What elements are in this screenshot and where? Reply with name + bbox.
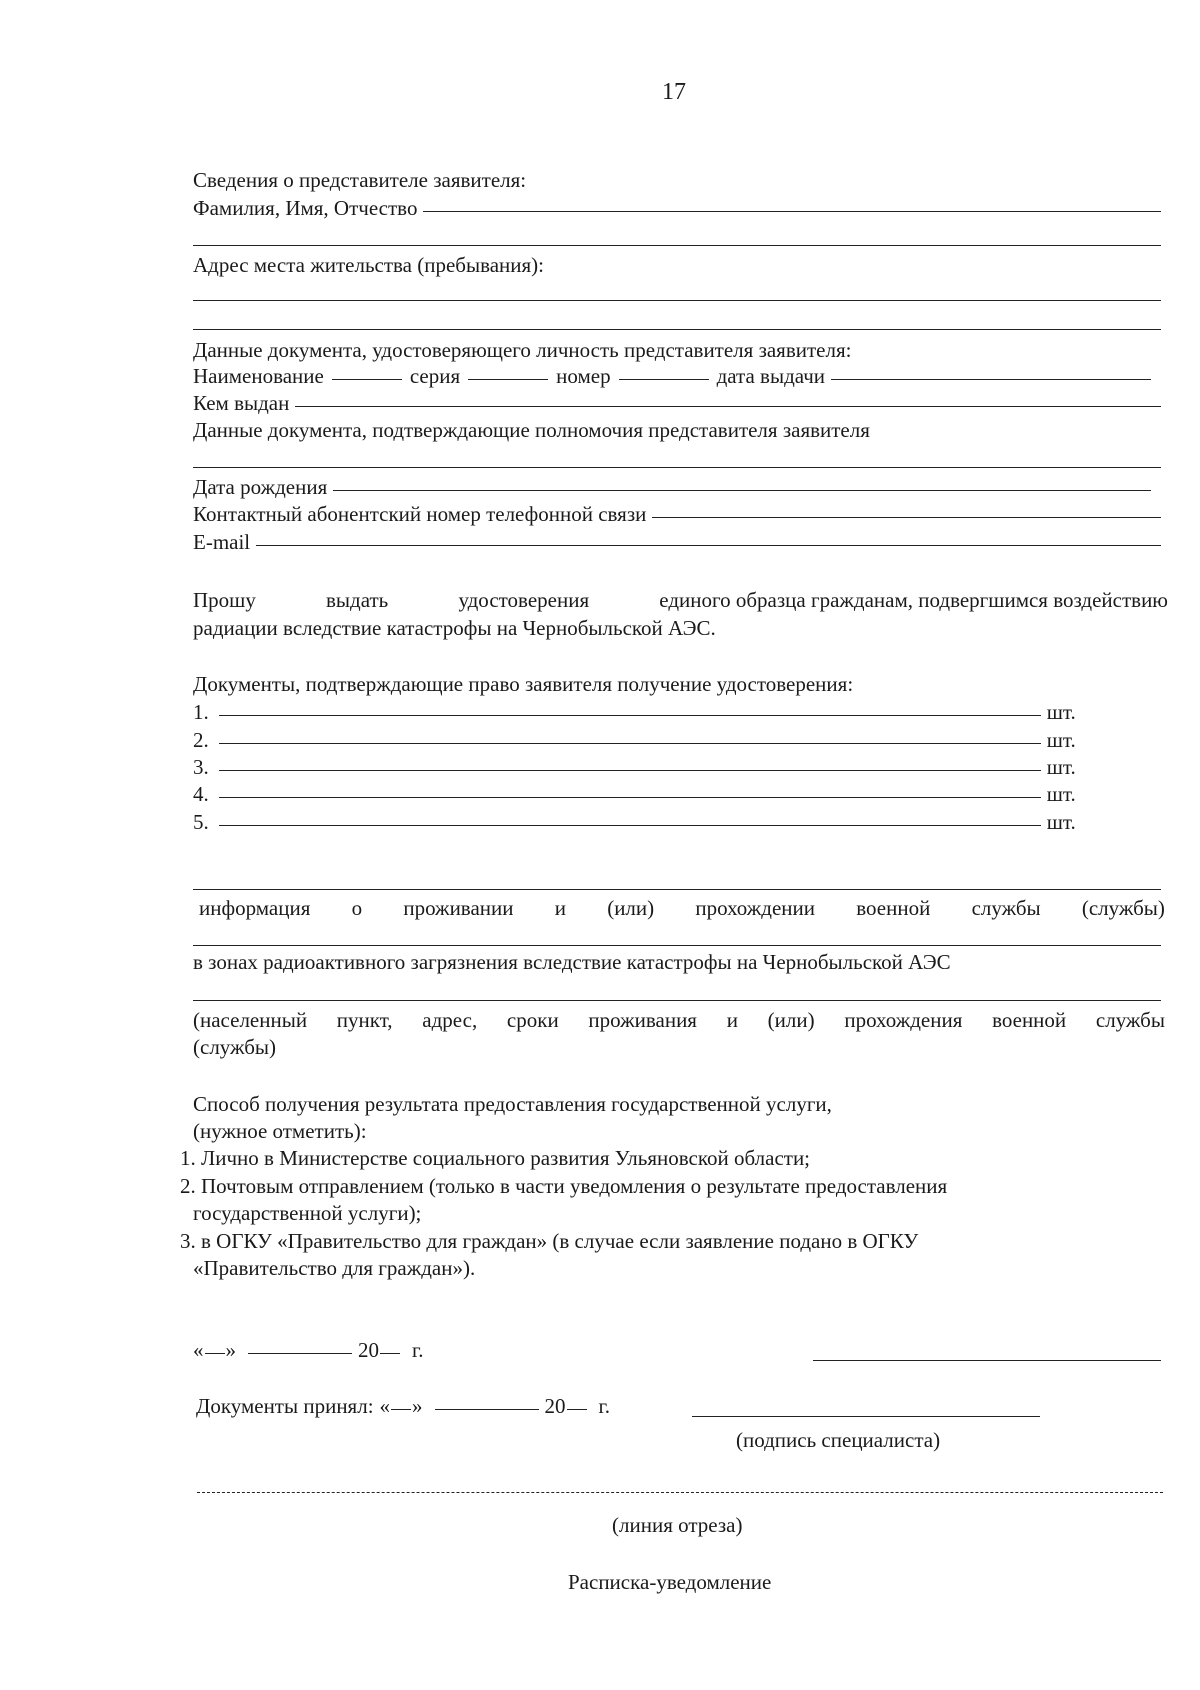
fio-row <box>193 198 1161 219</box>
accepted-label: Документы принял: <box>196 1394 374 1418</box>
doc-number-label: номер <box>556 364 611 388</box>
caption-word: сроки <box>506 1008 559 1032</box>
residence-word: проживании <box>403 896 514 920</box>
residence-caption-2: (службы) <box>193 1035 277 1059</box>
specialist-caption: (подпись специалиста) <box>736 1428 941 1452</box>
date-month-field[interactable] <box>248 1353 352 1354</box>
caption-word: и <box>726 1008 738 1032</box>
page-number: 17 <box>662 79 686 105</box>
residence-word: военной <box>856 896 931 920</box>
issued-by-row <box>193 393 1161 414</box>
caption-word: (или) <box>767 1008 815 1032</box>
method-option-1[interactable]: 1. Лично в Министерстве социального развития Ульяновской области; <box>180 1146 811 1170</box>
doc-name-label: Наименование <box>193 364 324 388</box>
residence-word: информация <box>199 896 311 920</box>
id-doc-row <box>193 366 1151 387</box>
doc-issue-date-field[interactable] <box>831 379 1151 380</box>
issued-by-label: Кем выдан <box>193 391 290 415</box>
document-item-number: 5. <box>193 810 209 834</box>
phone-label: Контактный абонентский номер телефонной связи <box>193 502 647 526</box>
residence-line-2: в зонах радиоактивного загрязнения вследствие катастрофы на Чернобыльской АЭС <box>193 950 951 974</box>
document-item-number: 2. <box>193 728 209 752</box>
method-option-3[interactable]: 3. в ОГКУ «Правительство для граждан» (в случае если заявление подано в ОГКУ <box>180 1229 919 1253</box>
doc-series-field[interactable] <box>468 379 548 380</box>
doc-issue-date-label: дата выдачи <box>716 364 826 388</box>
method-option-2-cont: государственной услуги); <box>193 1201 422 1225</box>
caption-word: прохождения <box>844 1008 963 1032</box>
doc-name-field[interactable] <box>332 379 402 380</box>
document-item-field[interactable] <box>219 743 1041 744</box>
document-item-unit: шт. <box>1046 782 1076 806</box>
caption-word: пункт, <box>336 1008 393 1032</box>
document-item-field[interactable] <box>219 825 1041 826</box>
date-year-suffix: г. <box>412 1338 424 1362</box>
document-item <box>193 812 1076 833</box>
residence-field-line-1[interactable] <box>193 889 1161 890</box>
document-item-field[interactable] <box>219 797 1041 798</box>
request-word: выдать <box>326 588 389 612</box>
request-line-1 <box>193 590 1168 611</box>
receipt-title: Расписка-уведомление <box>568 1570 772 1594</box>
phone-row <box>193 504 1161 525</box>
residence-word: прохождении <box>695 896 816 920</box>
accepted-month-field[interactable] <box>435 1409 539 1410</box>
issued-by-field[interactable] <box>295 406 1161 407</box>
caption-word: службы <box>1095 1008 1165 1032</box>
date-year-prefix: 20 <box>358 1338 379 1362</box>
residence-caption-1 <box>193 1010 1165 1031</box>
request-word: удостоверения <box>458 588 590 612</box>
address-field-line-1[interactable] <box>193 300 1161 301</box>
residence-word: о <box>351 896 363 920</box>
document-item-unit: шт. <box>1046 810 1076 834</box>
request-line-2: радиации вследствие катастрофы на Чернобыльской АЭС. <box>193 616 716 640</box>
date-day-field[interactable] <box>205 1353 225 1354</box>
date-quote-close: » <box>412 1394 423 1418</box>
specialist-signature-field[interactable] <box>692 1416 1040 1417</box>
applicant-signature-field[interactable] <box>813 1360 1161 1361</box>
residence-field-line-3[interactable] <box>193 1000 1161 1001</box>
email-label: E-mail <box>193 530 251 554</box>
doc-number-field[interactable] <box>619 379 709 380</box>
email-field[interactable] <box>256 545 1161 546</box>
caption-word: (населенный <box>193 1008 308 1032</box>
document-item <box>193 757 1076 778</box>
birth-field[interactable] <box>333 490 1151 491</box>
fio-field[interactable] <box>423 211 1161 212</box>
doc-series-label: серия <box>409 364 461 388</box>
accepted-day-field[interactable] <box>391 1409 411 1410</box>
document-item-field[interactable] <box>219 770 1041 771</box>
fio-label: Фамилия, Имя, Отчество <box>193 196 418 220</box>
residence-word: и <box>554 896 566 920</box>
residence-word: (службы) <box>1081 896 1165 920</box>
document-item-unit: шт. <box>1046 700 1076 724</box>
birth-row <box>193 477 1151 498</box>
caption-word: военной <box>992 1008 1067 1032</box>
documents-heading: Документы, подтверждающие право заявителя получение удостоверения: <box>193 672 854 696</box>
application-date <box>193 1340 424 1361</box>
birth-label: Дата рождения <box>193 475 328 499</box>
cut-line <box>197 1492 1163 1493</box>
residence-word: службы <box>971 896 1041 920</box>
accepted-year-field[interactable] <box>567 1409 587 1410</box>
address-field-line-2[interactable] <box>193 329 1161 330</box>
authority-label: Данные документа, подтверждающие полномочия представителя заявителя <box>193 418 870 442</box>
document-item-field[interactable] <box>219 715 1041 716</box>
method-note: (нужное отметить): <box>193 1119 367 1143</box>
authority-field[interactable] <box>193 467 1161 468</box>
date-quote-open: « <box>379 1394 391 1418</box>
accepted-year-suffix: г. <box>598 1394 611 1418</box>
caption-word: проживания <box>588 1008 697 1032</box>
accepted-row <box>196 1396 610 1417</box>
address-label: Адрес места жительства (пребывания): <box>193 253 545 277</box>
phone-field[interactable] <box>652 517 1161 518</box>
document-item-unit: шт. <box>1046 755 1076 779</box>
document-item <box>193 730 1076 751</box>
document-item <box>193 702 1076 723</box>
id-doc-label: Данные документа, удостоверяющего личность представителя заявителя: <box>193 338 852 362</box>
date-year-field[interactable] <box>380 1353 400 1354</box>
document-item-unit: шт. <box>1046 728 1076 752</box>
date-quote-close: » <box>225 1338 236 1362</box>
request-word: единого образца гражданам, подвергшимся воздействию <box>659 588 1168 612</box>
document-item-number: 4. <box>193 782 209 806</box>
rep-heading: Сведения о представителе заявителя: <box>193 168 527 192</box>
residence-line-1 <box>199 898 1165 919</box>
fio-field-line-2[interactable] <box>193 245 1161 246</box>
caption-word: адрес, <box>422 1008 478 1032</box>
cut-line-caption: (линия отреза) <box>612 1513 743 1537</box>
document-item-number: 3. <box>193 755 209 779</box>
document-item <box>193 784 1076 805</box>
email-row <box>193 532 1161 553</box>
document-item-number: 1. <box>193 700 209 724</box>
accepted-year-prefix: 20 <box>544 1394 566 1418</box>
residence-field-line-2[interactable] <box>193 945 1161 946</box>
method-option-3-cont: «Правительство для граждан»). <box>193 1256 476 1280</box>
method-option-2[interactable]: 2. Почтовым отправлением (только в части уведомления о результате предоставления <box>180 1174 948 1198</box>
method-heading: Способ получения результата предоставления государственной услуги, <box>193 1092 832 1116</box>
request-word: Прошу <box>193 588 256 612</box>
date-quote-open: « <box>193 1338 204 1362</box>
residence-word: (или) <box>607 896 655 920</box>
